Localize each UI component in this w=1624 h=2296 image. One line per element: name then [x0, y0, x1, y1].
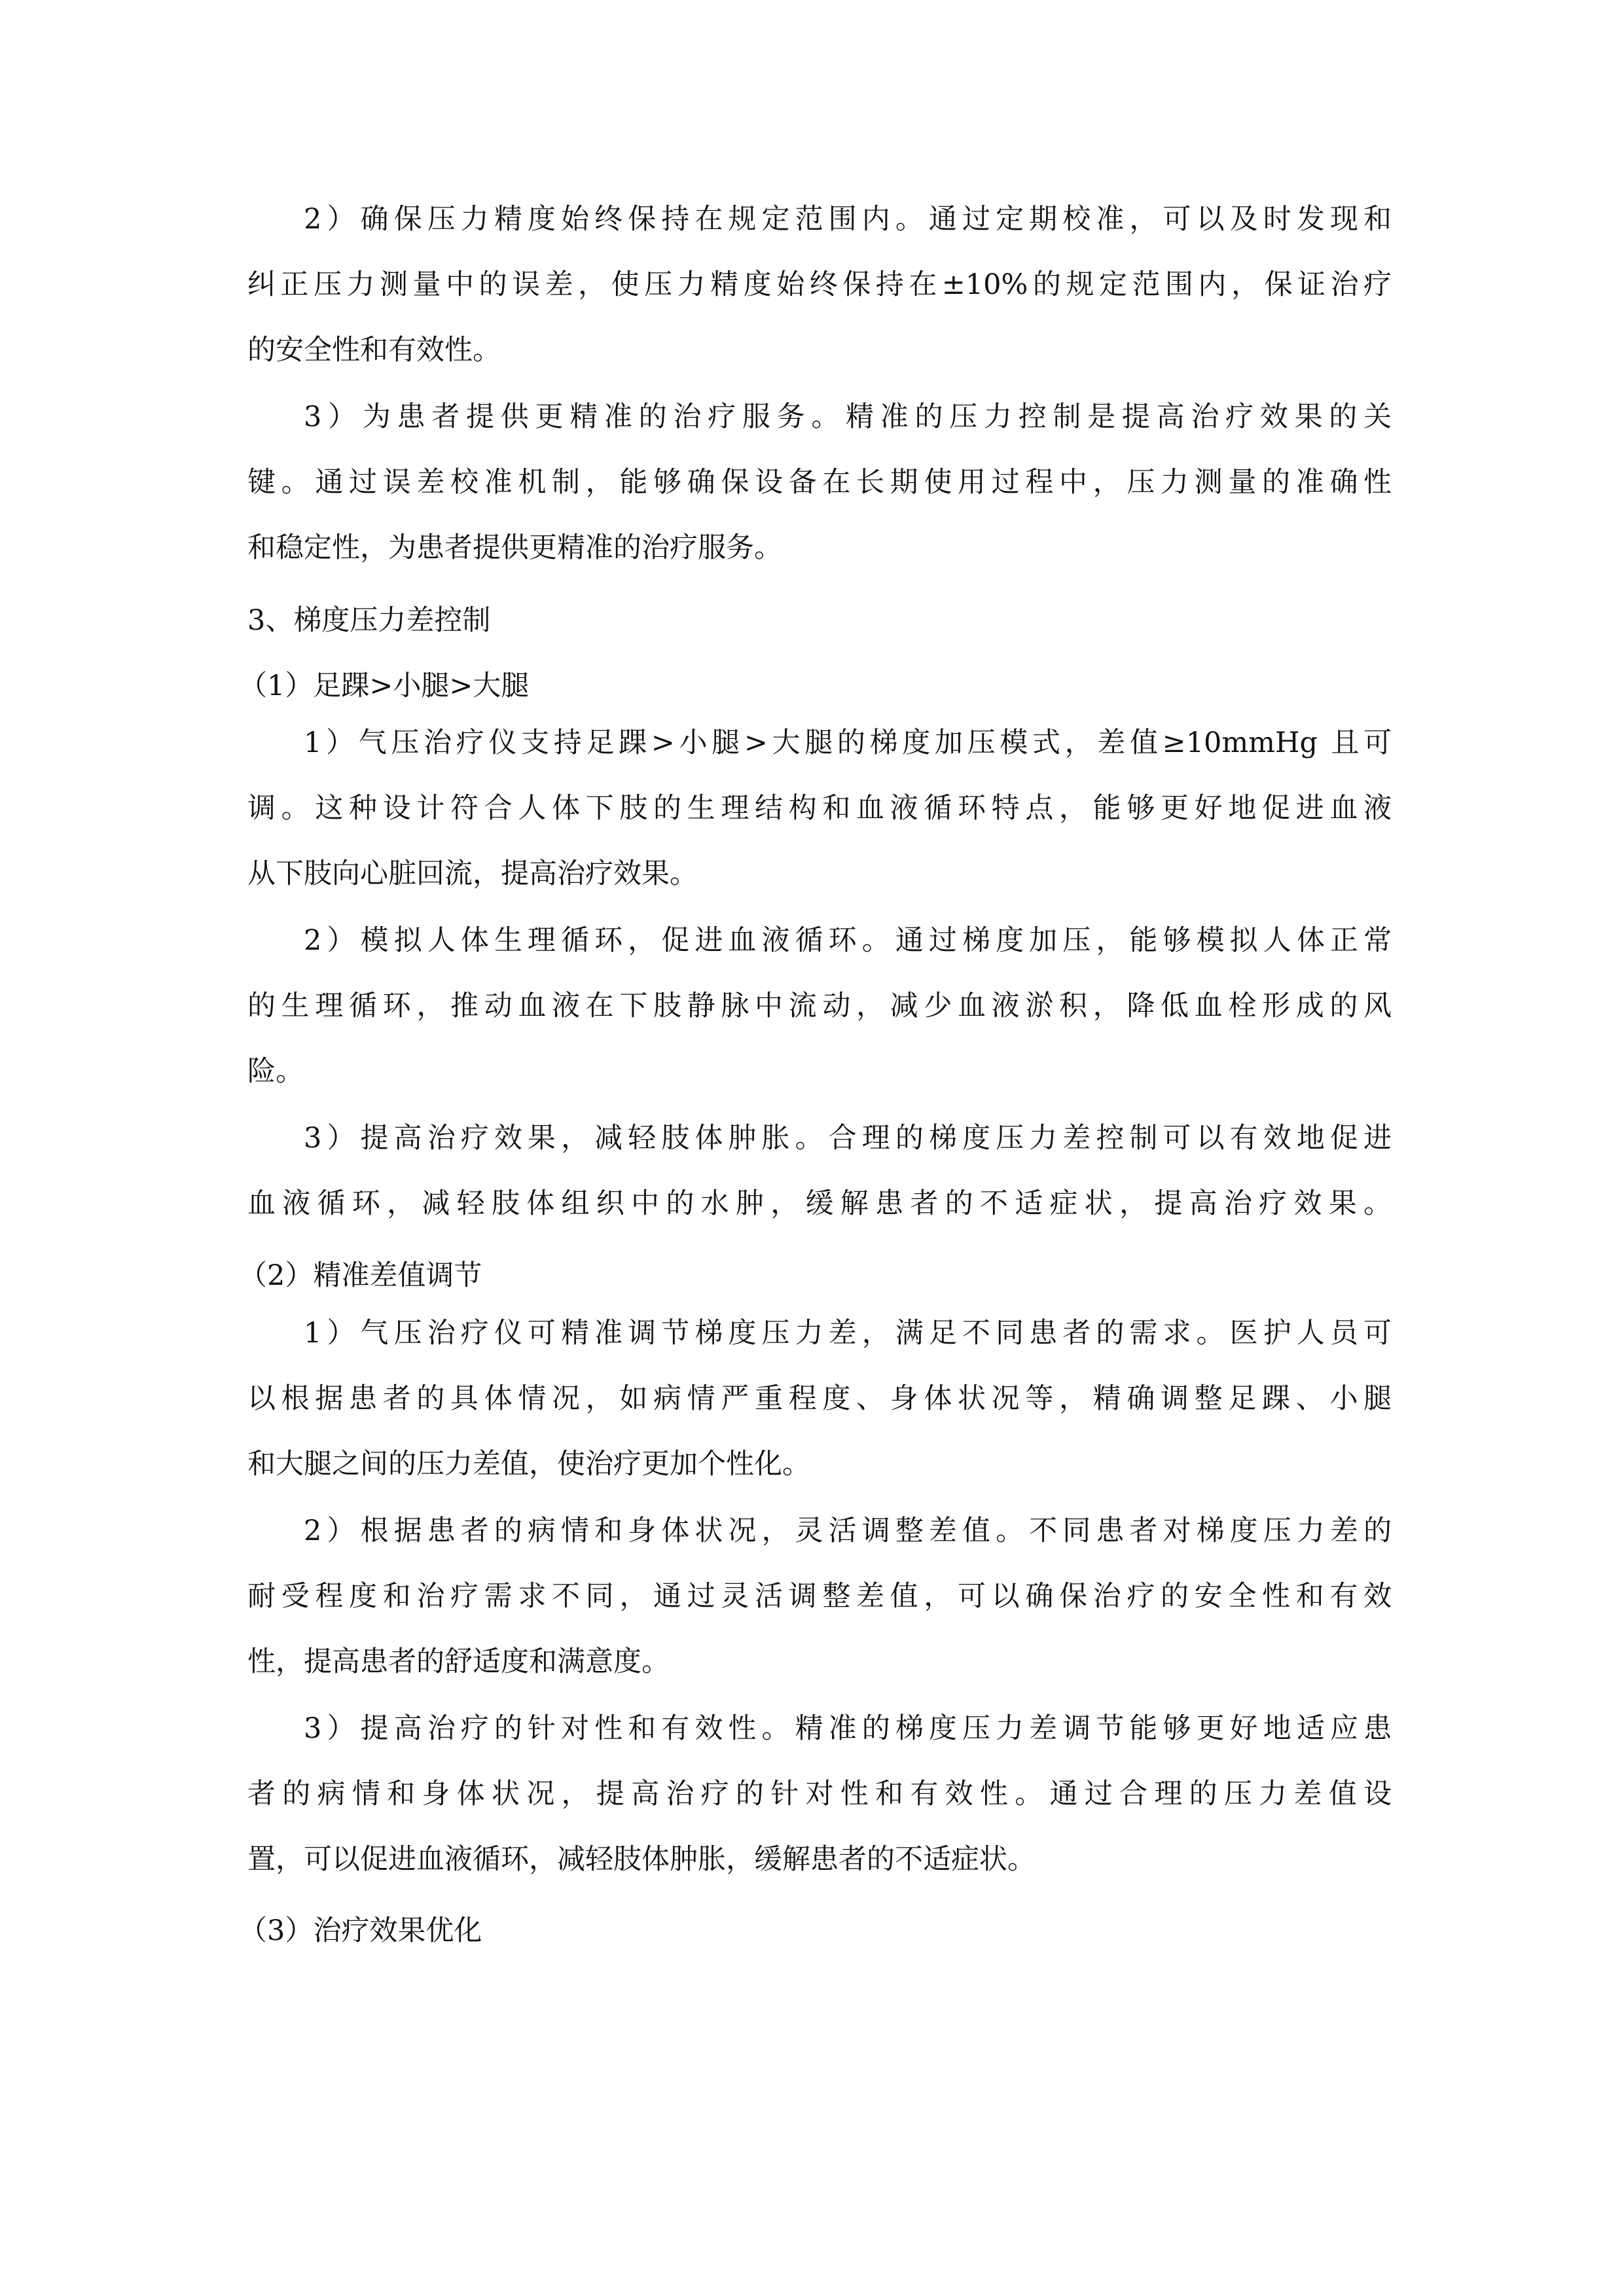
paragraph-line: 纠正压力测量中的误差，使压力精度始终保持在±10%的规定范围内，保证治疗 — [247, 268, 1392, 301]
paragraph-adjust-gradient — [247, 1300, 1392, 1497]
paragraph-precise-service — [247, 384, 1392, 581]
paragraph-line: 和大腿之间的压力差值，使治疗更加个性化。 — [247, 1448, 810, 1480]
subsection-heading-ankle-calf-thigh: （1）足踝>小腿>大腿 — [239, 670, 530, 702]
paragraph-line: 2）确保压力精度始终保持在规定范围内。通过定期校准，可以及时发现和 — [304, 203, 1392, 236]
paragraph-line: 和稳定性，为患者提供更精准的治疗服务。 — [247, 531, 782, 564]
paragraph-gradient-mode — [247, 710, 1392, 906]
paragraph-line: 置，可以促进血液循环，减轻肢体肿胀，缓解患者的不适症状。 — [247, 1843, 1036, 1876]
paragraph-simulate-circulation — [247, 908, 1392, 1104]
paragraph-targeted-treatment — [247, 1696, 1392, 1892]
section-heading-gradient-pressure: 3、梯度压力差控制 — [247, 604, 491, 637]
paragraph-line: 险。 — [247, 1055, 304, 1088]
paragraph-line: 的安全性和有效性。 — [247, 334, 501, 367]
paragraph-line: 3）为患者提供更精准的治疗服务。精准的压力控制是提高治疗效果的关 — [304, 401, 1392, 433]
paragraph-line: 以根据患者的具体情况，如病情严重程度、身体状况等，精确调整足踝、小腿 — [247, 1382, 1392, 1415]
paragraph-line: 1）气压治疗仪支持足踝>小腿>大腿的梯度加压模式，差值≥10mmHg 且可 — [304, 726, 1392, 759]
paragraph-line: 者的病情和身体状况，提高治疗的针对性和有效性。通过合理的压力差值设 — [247, 1778, 1392, 1810]
paragraph-reduce-swelling — [247, 1105, 1392, 1236]
subsection-heading-treatment-optimization: （3）治疗效果优化 — [239, 1914, 482, 1947]
paragraph-line: 血液循环，减轻肢体组织中的水肿，缓解患者的不适症状，提高治疗效果。 — [247, 1187, 1392, 1220]
paragraph-line: 2）模拟人体生理循环，促进血液循环。通过梯度加压，能够模拟人体正常 — [304, 924, 1392, 957]
paragraph-line: 键。通过误差校准机制，能够确保设备在长期使用过程中，压力测量的准确性 — [247, 466, 1392, 499]
paragraph-line: 1）气压治疗仪可精准调节梯度压力差，满足不同患者的需求。医护人员可 — [304, 1317, 1392, 1350]
paragraph-line: 3）提高治疗效果，减轻肢体肿胀。合理的梯度压力差控制可以有效地促进 — [304, 1122, 1392, 1155]
paragraph-flexible-adjustment — [247, 1498, 1392, 1695]
paragraph-line: 3）提高治疗的针对性和有效性。精准的梯度压力差调节能够更好地适应患 — [304, 1712, 1392, 1745]
paragraph-line: 耐受程度和治疗需求不同，通过灵活调整差值，可以确保治疗的安全性和有效 — [247, 1580, 1392, 1613]
paragraph-line: 的生理循环，推动血液在下肢静脉中流动，减少血液淤积，降低血栓形成的风 — [247, 990, 1392, 1022]
subsection-heading-precise-adjustment: （2）精准差值调节 — [239, 1259, 482, 1292]
paragraph-pressure-accuracy — [247, 187, 1392, 383]
paragraph-line: 调。这种设计符合人体下肢的生理结构和血液循环特点，能够更好地促进血液 — [247, 792, 1392, 825]
paragraph-line: 性，提高患者的舒适度和满意度。 — [247, 1645, 670, 1678]
paragraph-line: 从下肢向心脏回流，提高治疗效果。 — [247, 857, 698, 890]
paragraph-line: 2）根据患者的病情和身体状况，灵活调整差值。不同患者对梯度压力差的 — [304, 1515, 1392, 1547]
